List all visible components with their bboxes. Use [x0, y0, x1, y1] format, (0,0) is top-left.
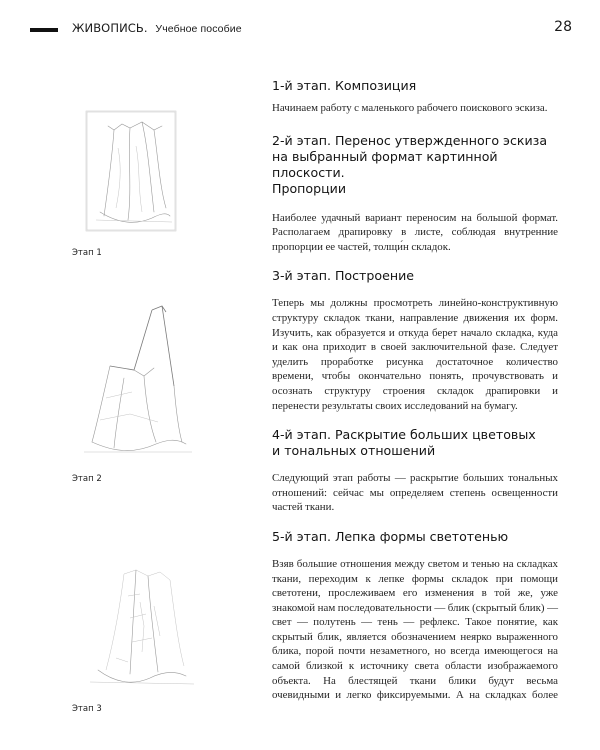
stage-1-heading [272, 78, 558, 94]
figure-caption-1: Этап 1 [72, 248, 102, 258]
heading-line: 2-й этап. Перенос утвержденного эскиза [272, 132, 548, 148]
heading-line: и тональных отношений [272, 443, 436, 459]
stage-1-text: Начинаем работу с маленького рабочего поискового эскиза. [272, 102, 548, 114]
stage-4-heading [272, 427, 558, 459]
drapery-thumbnail-sketch-icon [70, 108, 190, 236]
figure-caption-3: Этап 3 [72, 704, 102, 714]
stage-5-text: Взяв большие отношения между светом и тенью на складках ткани, переходим к лепке формы складок при помощи светотени, прослеживаем его изменения в той же, уже знакомой нам последовательности — блик (скрытый блик) — свет — полутень — тень — рефлекс. Такое понятие, как скрытый блик, является обозначением неярко выраженного блика, порой почти незаметного, но всегда имеющегося на самой близкой к источнику света области изображаемого объекта. На блестящей ткани блики будут весьма очевидными и легко фиксируемыми. А на складках более [272, 557, 558, 702]
running-head [72, 21, 242, 35]
heading-line: 1-й этап. Композиция [272, 78, 417, 93]
stage-3 [272, 268, 558, 413]
stage-3-text: Теперь мы должны просмотреть линейно-конструктивную структуру складок ткани, направление движения их форм. Изучить, как образуется и откуда берет начало складка, куда и как она приходит в своей заключительной фазе. Следует уделить проработке рисунка достаточное количество времени, чтобы окончательно понять, прочувствовать и осознать структуру строения складок драпировки и перенести результаты своих исследований на бумагу. [272, 297, 558, 412]
figure-caption-2: Этап 2 [72, 474, 102, 484]
drapery-construction-sketch-icon [70, 302, 200, 458]
stage-1 [272, 78, 558, 116]
book-title: ЖИВОПИСЬ. [72, 21, 148, 35]
heading-line: 5-й этап. Лепка формы светотенью [272, 528, 509, 544]
stage-3-heading [272, 268, 558, 284]
stage-2-text: Наиболее удачный вариант переносим на большой формат. Располагаем драпировку в листе, соблюдая внутренние пропорции ее частей, толщи́н складок. [272, 211, 558, 253]
stage-2-heading [272, 133, 558, 197]
figure-stage-3 [70, 566, 200, 692]
stage-2 [272, 133, 558, 255]
stage-4-text: Следующий этап работы — раскрытие больших тональных отношений: сейчас мы определяем степень освещенности частей ткани. [272, 472, 558, 514]
heading-line: Пропорции [272, 180, 347, 196]
heading-line: на выбранный формат картинной плоскости. [272, 148, 498, 180]
figure-stage-2 [70, 302, 200, 458]
page-number: 28 [554, 19, 572, 35]
heading-line: 4-й этап. Раскрытие больших цветовых [272, 427, 536, 443]
stage-5-heading [272, 529, 558, 545]
figure-stage-1 [70, 108, 190, 236]
stage-4 [272, 427, 558, 515]
header-rule [30, 28, 58, 32]
heading-line: 3-й этап. Построение [272, 268, 414, 284]
drapery-tonal-sketch-icon [70, 566, 200, 692]
text-column [272, 78, 558, 713]
stage-5 [272, 529, 558, 703]
book-subtitle: Учебное пособие [155, 23, 242, 35]
